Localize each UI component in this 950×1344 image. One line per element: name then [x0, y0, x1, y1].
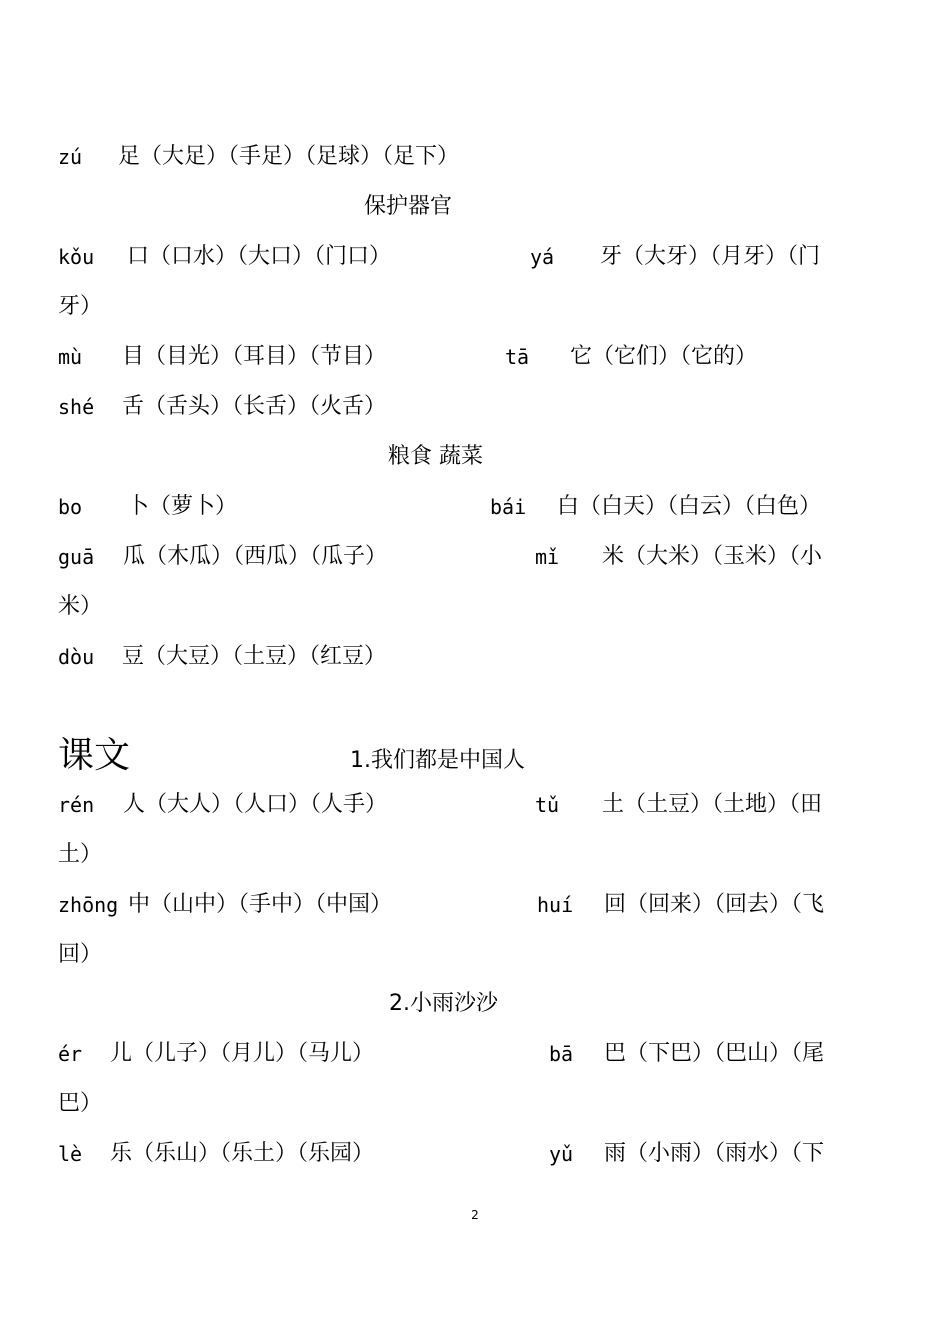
pinyin-bai: bái — [490, 495, 527, 519]
pinyin-gua: guā — [58, 545, 95, 569]
vocab-entry-mu: 目（目光）（耳目）（节目） — [122, 344, 387, 369]
vocab-entry-tu: 土（土豆）（土地）（田 — [602, 792, 823, 817]
vocab-entry-she: 舌（舌头）（长舌）（火舌） — [122, 394, 387, 419]
pinyin-zhong: zhōng — [58, 893, 119, 917]
pinyin-hui: huí — [537, 893, 574, 917]
pinyin-yu: yǔ — [549, 1142, 574, 1166]
section-title-grain-vegetables: 粮食 蔬菜 — [388, 444, 483, 469]
pinyin-zu: zú — [58, 145, 83, 169]
vocab-entry-zu: 足（大足）（手足）（足球）（足下） — [118, 144, 460, 169]
pinyin-ya: yá — [530, 245, 555, 269]
vocab-entry-ya-wrap: 牙） — [58, 294, 103, 319]
vocab-entry-zhong: 中（山中）（手中）（中国） — [128, 892, 393, 917]
lesson1-title: 1.我们都是中国人 — [350, 748, 525, 773]
pinyin-le: lè — [58, 1142, 83, 1166]
pinyin-er: ér — [58, 1042, 83, 1066]
vocab-entry-dou: 豆（大豆）（土豆）（红豆） — [122, 644, 387, 669]
section-title-protect-organs: 保护器官 — [364, 194, 453, 219]
vocab-entry-tu-wrap: 土） — [58, 842, 103, 867]
pinyin-dou: dòu — [58, 645, 95, 669]
vocab-entry-ren: 人（大人）（人口）（人手） — [123, 792, 388, 817]
vocab-entry-hui-wrap: 回） — [58, 942, 103, 967]
pinyin-she: shé — [58, 395, 95, 419]
lesson-heading: 课文 — [58, 735, 131, 776]
pinyin-ba: bā — [549, 1042, 574, 1066]
vocab-entry-ya: 牙（大牙）（月牙）（门 — [600, 244, 821, 269]
vocab-entry-bo: 卜（萝卜） — [127, 494, 238, 519]
vocab-entry-yu: 雨（小雨）（雨水）（下 — [604, 1141, 825, 1166]
vocab-entry-kou: 口（口水）（大口）（门口） — [127, 244, 392, 269]
pinyin-kou: kǒu — [58, 245, 95, 269]
vocab-entry-mi-wrap: 米） — [58, 594, 103, 619]
vocab-entry-ba: 巴（下巴）（巴山）（尾 — [604, 1041, 825, 1066]
vocab-entry-ba-wrap: 巴） — [58, 1091, 103, 1116]
vocab-entry-er: 儿（儿子）（月儿）（马儿） — [110, 1041, 375, 1066]
vocab-entry-bai: 白（白天）（白云）（白色） — [557, 494, 822, 519]
vocab-entry-gua: 瓜（木瓜）（西瓜）（瓜子） — [123, 544, 388, 569]
pinyin-ren: rén — [58, 793, 95, 817]
pinyin-mu: mù — [58, 345, 83, 369]
pinyin-ta: tā — [505, 345, 530, 369]
pinyin-tu: tǔ — [535, 793, 560, 817]
page-number: 2 — [471, 1208, 479, 1222]
pinyin-mi: mǐ — [535, 545, 560, 569]
vocab-entry-hui: 回（回来）（回去）（飞 — [604, 892, 825, 917]
lesson2-title: 2.小雨沙沙 — [389, 991, 498, 1016]
vocab-entry-ta: 它（它们）（它的） — [570, 344, 758, 369]
pinyin-bo: bo — [58, 495, 83, 519]
vocab-entry-le: 乐（乐山）（乐土）（乐园） — [110, 1141, 375, 1166]
vocab-entry-mi: 米（大米）（玉米）（小 — [602, 544, 823, 569]
